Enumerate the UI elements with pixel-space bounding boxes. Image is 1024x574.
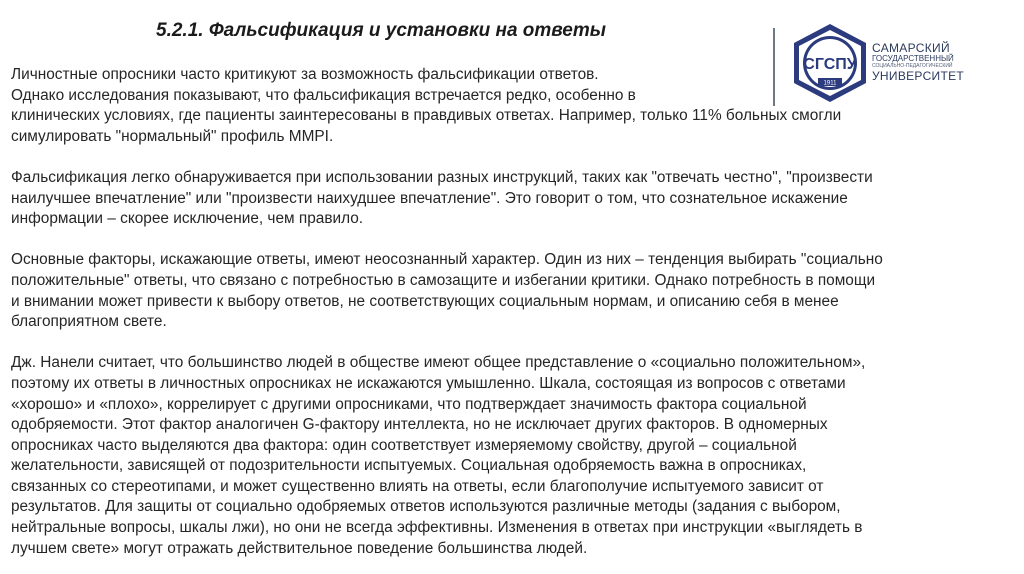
paragraph-line: Личностные опросники часто критикуют за возможность фальсификации ответов.: [11, 66, 599, 83]
paragraph: [11, 250, 1011, 332]
paragraph-line: опросниках часто выделяются два фактора: один соответствует измеряемому свойству, другой – социальной: [11, 436, 797, 454]
paragraph-line: поэтому их ответы в личностных опросниках не искажаются умышленно. Шкала, состоящая из вопросов с ответами: [11, 374, 846, 392]
slide-body: [11, 65, 1011, 559]
university-name-line2: ГОСУДАРСТВЕННЫЙ: [872, 54, 954, 63]
paragraph-line: связанных со стереотипами, и может существенно влиять на ответы, если благополучие испытуемого зависит от: [11, 477, 824, 495]
paragraph-line: нейтральные вопросы, шкалы лжи), но они не всегда эффективны. Изменения в ответах при инструкции «выглядеть в: [11, 519, 863, 537]
university-name-line1: САМАРСКИЙ: [872, 41, 950, 55]
paragraph-line: Дж. Нанели считает, что большинство людей в обществе имеют общее представление о «социально положительном»,: [11, 354, 866, 372]
paragraph-line: наилучшее впечатление" или "произвести наихудшее впечатление". Это говорит о том, что сознательное искажение: [11, 189, 848, 207]
paragraph-line: желательности, зависящей от подозрительности испытуемых. Социальная одобряемость важна в опросниках,: [11, 457, 807, 475]
paragraph-line: Однако исследования показывают, что фальсификация встречается редко, особенно в: [11, 86, 636, 104]
paragraph: [11, 168, 1011, 230]
paragraph-line: клинических условиях, где пациенты заинтересованы в правдивых ответах. Например, только 11% больных смогли: [11, 107, 842, 125]
paragraph-line: «хорошо» и «плохо», коррелирует с другими опросниками, что подтверждает значимость фактора социальной: [11, 395, 807, 413]
paragraph-line: результатов. Для защиты от социально одобряемых ответов используются различные методы (задания с выбором,: [11, 498, 841, 516]
paragraph-line: Основные факторы, искажающие ответы, имеют неосознанный характер. Один из них – тенденция выбирать "социально: [11, 251, 883, 269]
paragraph-line: одобряемости. Этот фактор аналогичен G-фактору интеллекта, но не исключает других факторов. В одномерных: [11, 416, 828, 434]
paragraph-line: Фальсификация легко обнаруживается при использовании разных инструкций, таких как "отвечать честно", "произвести: [11, 168, 873, 186]
paragraph-line: лучшем свете» могут отражать действительное поведение большинства людей.: [11, 539, 588, 557]
paragraph-line: информации – скорее исключение, чем правило.: [11, 210, 364, 228]
slide-title: 5.2.1. Фальсификация и установки на ответы: [156, 20, 606, 41]
university-name-line4: УНИВЕРСИТЕТ: [872, 69, 965, 83]
emblem-year: 1911: [823, 80, 837, 87]
university-name-line3: СОЦИАЛЬНО-ПЕДАГОГИЧЕСКИЙ: [872, 63, 953, 69]
paragraph-line: и внимании может привести к выбору ответов, не соответствующих социальным нормам, и описанию себя в менее: [11, 292, 839, 310]
paragraph: [11, 65, 1011, 147]
paragraph-line: симулировать "нормальный" профиль MMPI.: [11, 127, 334, 145]
paragraph-line: положительные" ответы, что связано с потребностью в самозащите и избегании критики. Однако потребность в помощи: [11, 271, 876, 289]
emblem-abbreviation: СГСПУ: [803, 56, 857, 73]
paragraph-line: благоприятном свете.: [11, 313, 167, 331]
paragraph: [11, 353, 1011, 559]
